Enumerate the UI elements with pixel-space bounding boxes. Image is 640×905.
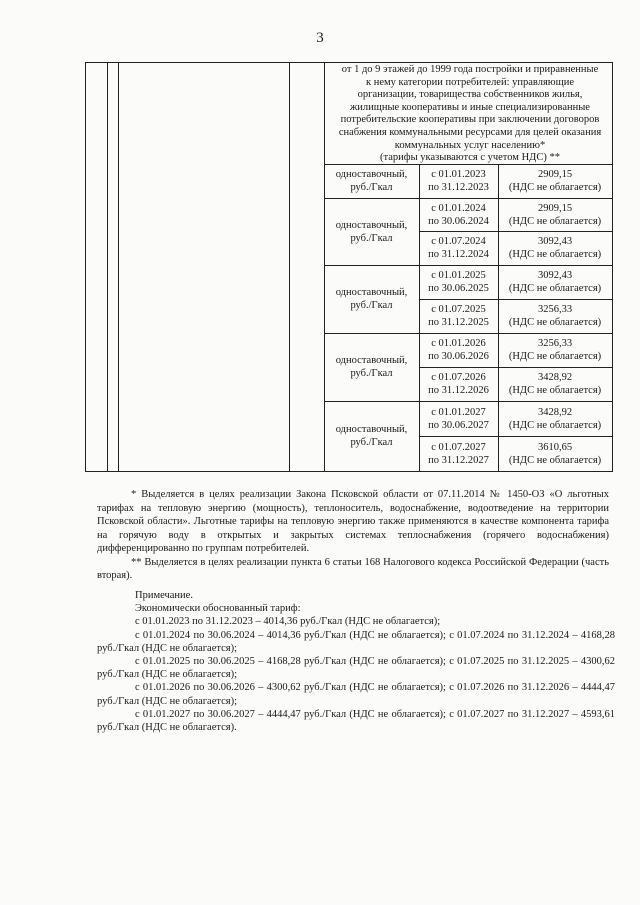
tariff-type-cell: одноставочный, руб./Гкал xyxy=(335,287,408,311)
remark-title: Примечание. xyxy=(135,590,193,601)
period-cell: с 01.07.2027 по 31.12.2027 xyxy=(428,441,489,466)
table-header-description: от 1 до 9 этажей до 1999 года постройки и приравненные к нему категории потребителей: управляющие организации, товарищества собственников жилья, жилищные кооперативы и иные специализированные потребительские кооперативы при заключении договоров снабжения коммунальными ресурсами для целей оказания коммунальных услуг населению* (тарифы указываются с учетом НДС) ** xyxy=(338,64,602,164)
remark-line: с 01.01.2023 по 31.12.2023 – 4014,36 руб./Гкал (НДС не облагается); xyxy=(135,616,441,628)
remark-subtitle: Экономически обоснованный тариф: xyxy=(135,603,301,615)
tariff-type-cell: одноставочный, руб./Гкал xyxy=(335,355,408,379)
footnote-single-star: * Выделяется в целях реализации Закона Псковской области от 07.11.2014 № 1450-ОЗ «О льготных тарифах на тепловую энергию (мощность), теплоноситель, водоснабжение, водоотведение на территории Псковской области». Льготные тарифы на тепловую энергию также применяются в качестве компонента тарифа на горячую воду в открытых и закрытых системах теплоснабжения (горячего водоснабжения) дифференцированно по группам потребителей. xyxy=(97,489,609,554)
period-cell: с 01.01.2027 по 30.06.2027 xyxy=(428,406,489,431)
tariff-value-cell: 3428,92 (НДС не облагается) xyxy=(508,406,602,431)
tariff-type-cell: одноставочный, руб./Гкал xyxy=(335,219,408,244)
tariff-value-cell: 3256,33 (НДС не облагается) xyxy=(508,304,602,328)
period-cell: с 01.01.2024 по 30.06.2024 xyxy=(428,202,489,227)
period-cell: с 01.07.2025 по 31.12.2025 xyxy=(428,304,489,328)
remark-line: с 01.01.2027 по 30.06.2027 – 4444,47 руб./Гкал (НДС не облагается); с 01.07.2027 по 31.12.2027 – 4593,61 руб./Гкал (НДС не облагается). xyxy=(97,708,615,734)
remark-line: с 01.01.2026 по 30.06.2026 – 4300,62 руб./Гкал (НДС не облагается); с 01.07.2026 по 31.12.2026 – 4444,47 руб./Гкал (НДС не облагается); xyxy=(97,682,615,707)
footnotes xyxy=(97,488,609,583)
tariff-value-cell: 2909,15 (НДС не облагается) xyxy=(508,202,602,227)
tariff-value-cell: 3610,65 (НДС не облагается) xyxy=(508,441,602,466)
tariff-type-cell: одноставочный, руб./Гкал xyxy=(335,424,408,448)
period-cell: с 01.07.2024 по 31.12.2024 xyxy=(428,236,489,260)
period-cell: с 01.07.2026 по 31.12.2026 xyxy=(428,372,489,396)
period-cell: с 01.01.2025 по 30.06.2025 xyxy=(428,270,489,294)
tariff-value-cell: 2909,15 (НДС не облагается) xyxy=(508,169,602,193)
page-number: 3 xyxy=(316,30,324,46)
remark-line: с 01.01.2025 по 30.06.2025 – 4168,28 руб./Гкал (НДС не облагается); с 01.07.2025 по 31.12.2025 – 4300,62 руб./Гкал (НДС не облагается); xyxy=(97,656,615,681)
period-cell: с 01.01.2023 по 31.12.2023 xyxy=(428,169,489,193)
remark-section xyxy=(97,589,615,734)
remark-line: с 01.01.2024 по 30.06.2024 – 4014,36 руб./Гкал (НДС не облагается); с 01.07.2024 по 31.12.2024 – 4168,28 руб./Гкал (НДС не облагается); xyxy=(97,629,615,654)
tariff-value-cell: 3092,43 (НДС не облагается) xyxy=(508,236,602,260)
tariff-type-cell: одноставочный, руб./Гкал xyxy=(335,169,408,193)
footnote-double-star: ** Выделяется в целях реализации пункта 6 статьи 168 Налогового кодекса Российской Федерации (часть вторая). xyxy=(97,556,609,581)
tariff-value-cell: 3428,92 (НДС не облагается) xyxy=(508,372,602,396)
tariff-value-cell: 3092,43 (НДС не облагается) xyxy=(508,270,602,294)
tariff-value-cell: 3256,33 (НДС не облагается) xyxy=(508,338,602,362)
period-cell: с 01.01.2026 по 30.06.2026 xyxy=(428,338,489,362)
